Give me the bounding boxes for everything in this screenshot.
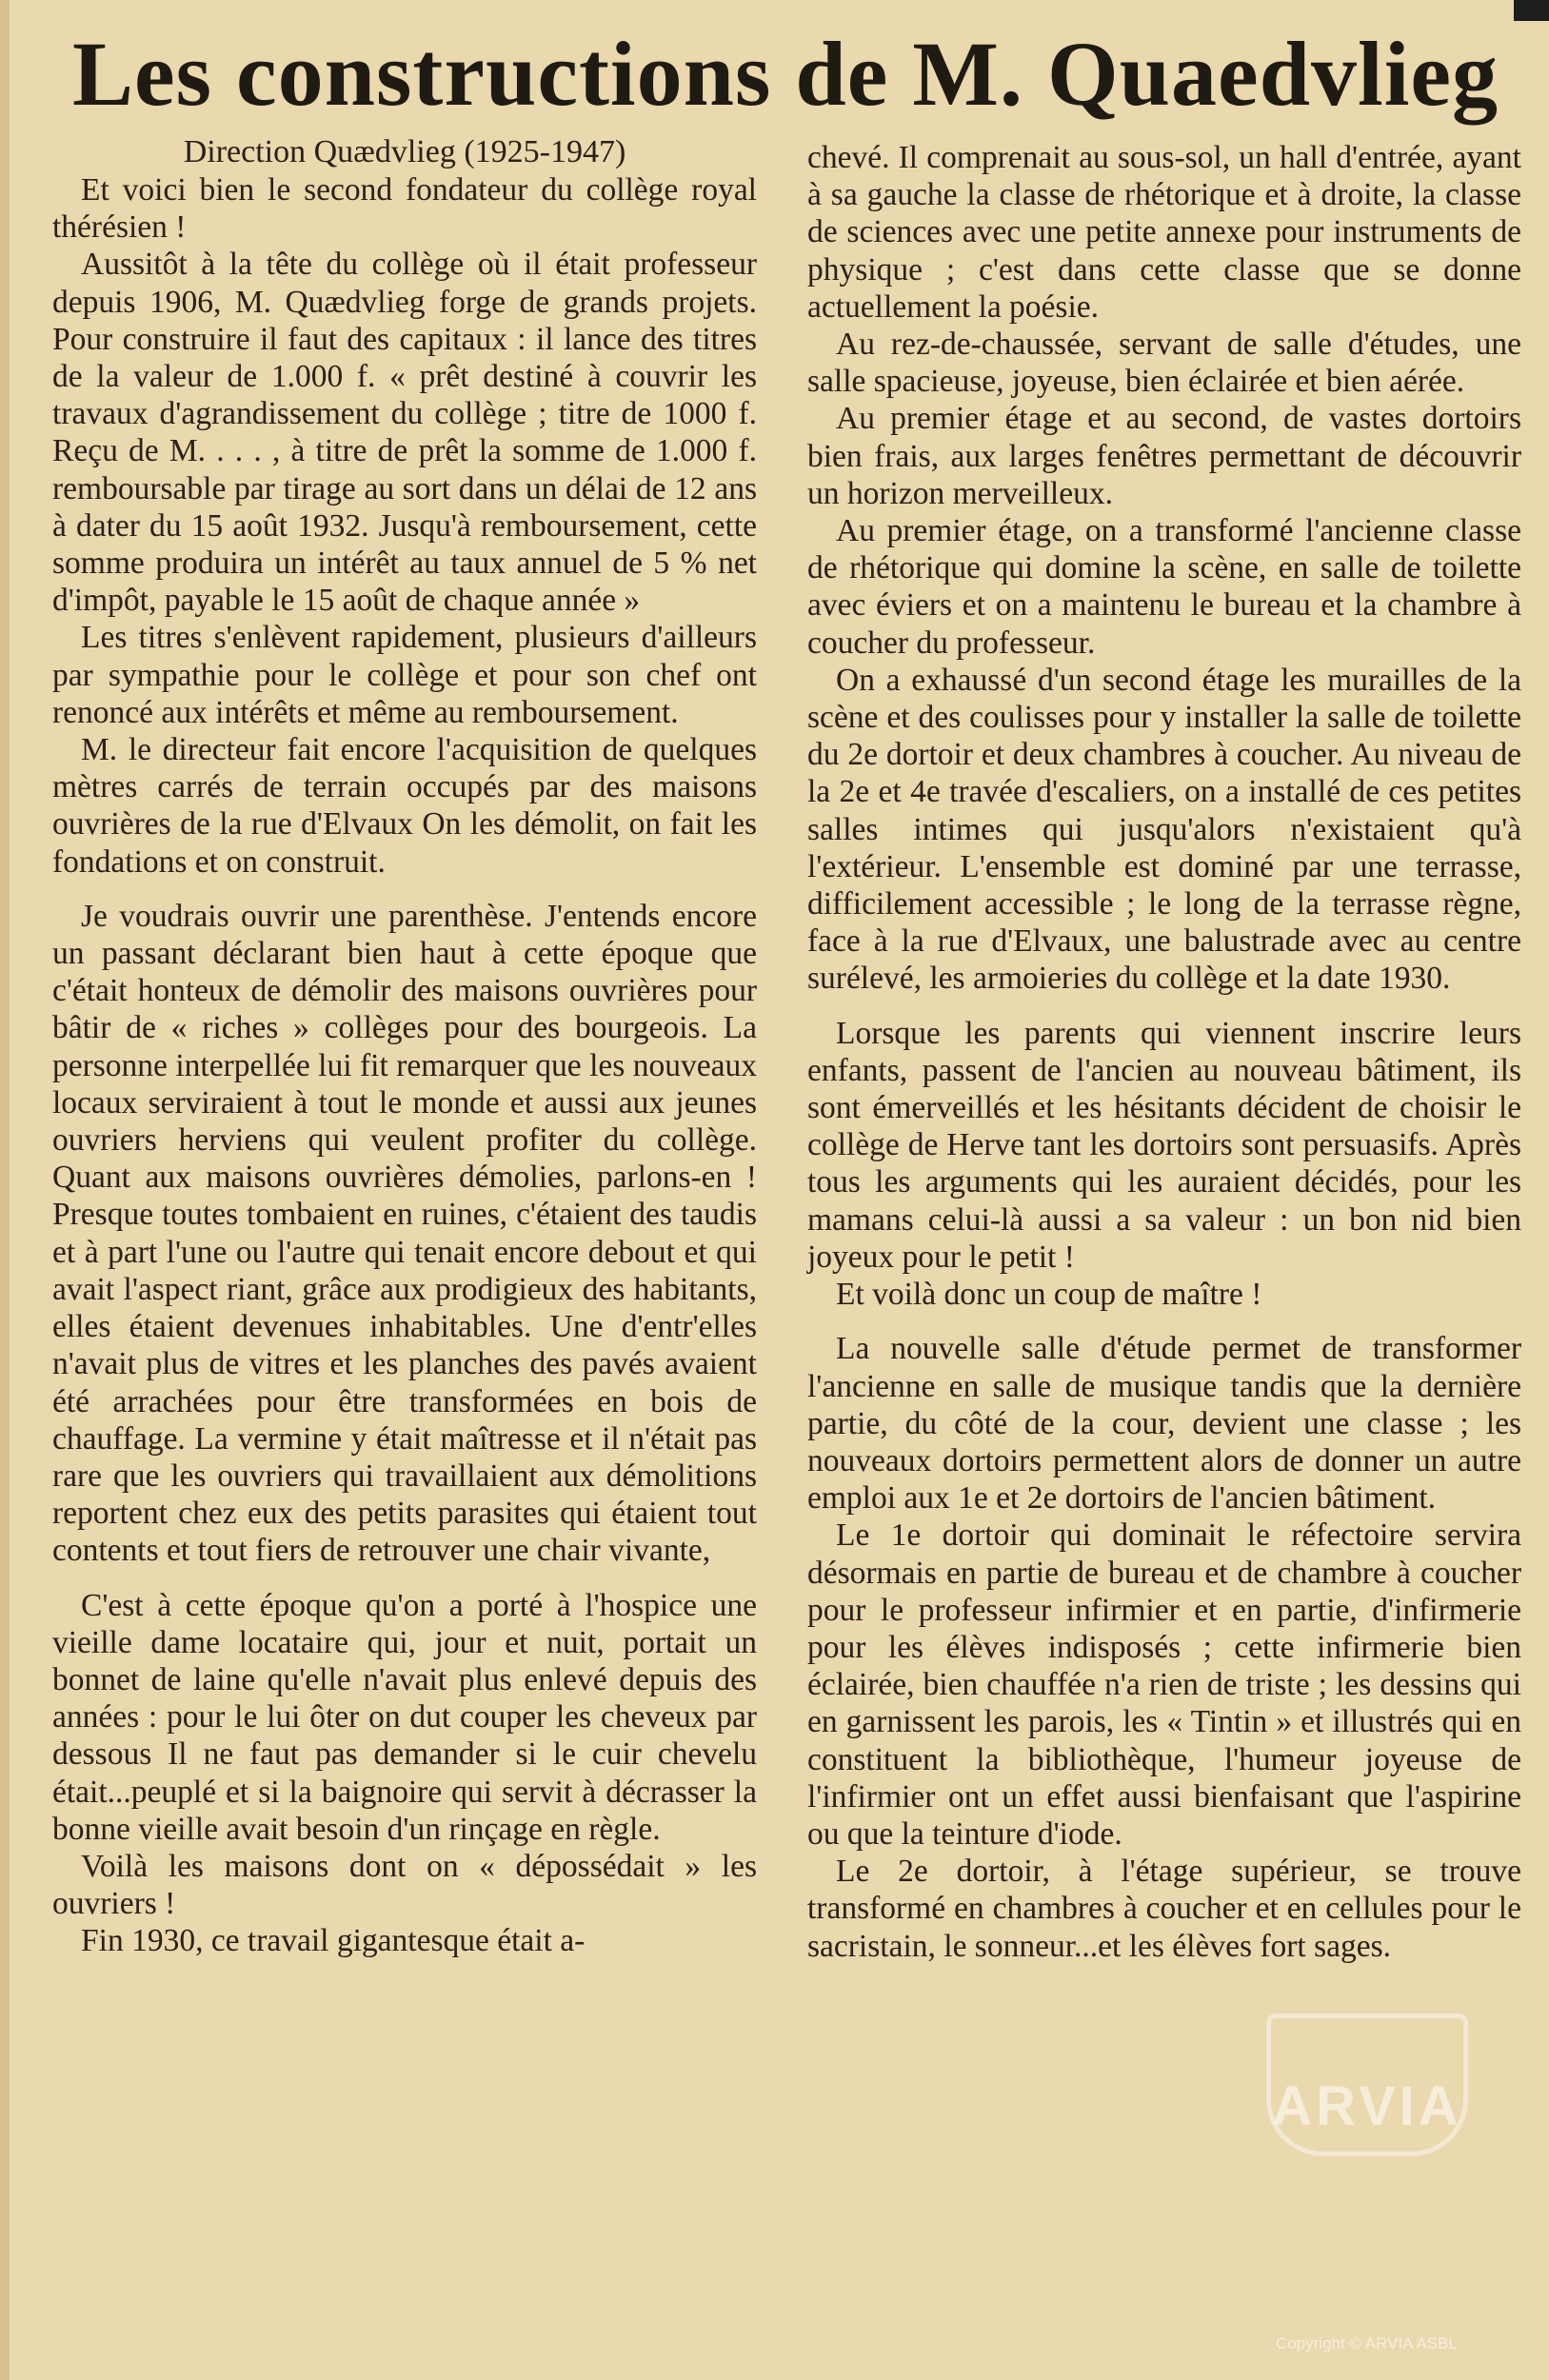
- paragraph: Lorsque les parents qui viennent inscrire leurs enfants, passent de l'ancien au nouveau bâtiment, ils sont émerveillés et les hésitants décident de choisir le collège de Herve tant les dortoirs sont persuasifs. Après tous les arguments qui les auraient décidés, pour les mamans celui-là aussi a sa valeur : un bon nid bien joyeux pour le petit !: [807, 1015, 1521, 1275]
- paragraph: La nouvelle salle d'étude permet de transformer l'ancienne en salle de musique tandis que la dernière partie, du côté de la cour, devient une classe ; les nouveaux dortoirs permettent alors de donner un autre emploi aux 1e et 2e dortoirs de l'ancien bâtiment.: [807, 1331, 1521, 1517]
- right-column: [807, 139, 1521, 1965]
- paragraph: Au premier étage, on a transformé l'ancienne classe de rhétorique qui domine la scène, en salle de toilette avec éviers et on a maintenu le bureau et la chambre à coucher du professeur.: [807, 513, 1521, 661]
- paragraph: Je voudrais ouvrir une parenthèse. J'entends encore un passant déclarant bien haut à cette époque que c'était honteux de démolir des maisons ouvrières pour bâtir de « riches » collèges pour des bourgeois. La personne interpellée lui fit remarquer que les nouveaux locaux serviraient à tout le monde et aussi aux jeunes ouvriers herviens qui veulent profiter du collège. Quant aux maisons ouvrières démolies, parlons-en ! Presque toutes tombaient en ruines, c'étaient des taudis et à part l'une ou l'autre qui tenait encore debout et qui avait l'aspect riant, grâce aux prodigieux des habitants, elles étaient devenues inhabitables. Une d'entr'elles n'avait plus de vitres et les planches des pavés avaient été arrachées pour être transformées en bois de chauffage. La vermine y était maîtresse et il n'était pas rare que les ouvriers qui travaillaient aux démolitions reportent chez eux des petits parasites qui étaient tout contents et tout fiers de retrouver une chair vivante,: [52, 898, 757, 1569]
- article-subtitle: Direction Quædvlieg (1925-1947): [183, 134, 626, 169]
- scan-border: [1514, 0, 1549, 21]
- paragraph: Fin 1930, ce travail gigantesque était a-: [81, 1923, 586, 1959]
- paragraph: Le 2e dortoir, à l'étage supérieur, se trouve transformé en chambres à coucher et en cellules pour le sacristain, le sonneur...et les élèves fort sages.: [807, 1854, 1521, 1964]
- copyright-notice: Copyright © ARVIA ASBL: [1276, 2334, 1458, 2352]
- left-column: [52, 133, 757, 1960]
- arvia-watermark-logo: [1266, 2013, 1468, 2156]
- paragraph: C'est à cette époque qu'on a porté à l'hospice une vieille dame locataire qui, jour et nuit, portait un bonnet de laine qu'elle n'avait plus enlevé depuis des années : pour le lui ôter on dut couper les cheveux par dessous Il ne faut pas demander si le cuir chevelu était...peuplé et si la baignoire qui servit à décrasser la bonne vieille avait besoin d'un rinçage en règle.: [52, 1587, 757, 1847]
- paragraph: Aussitôt à la tête du collège où il était professeur depuis 1906, M. Quædvlieg forge de grands projets. Pour construire il faut des capitaux : il lance des titres de la valeur de 1.000 f. « prêt destiné à couvrir les travaux d'agrandissement du collège ; titre de 1000 f. Reçu de M. . . . , à titre de prêt la somme de 1.000 f. remboursable par tirage au sort dans un délai de 12 ans à dater du 15 août 1932. Jusqu'à remboursement, cette somme produira un intérêt au taux annuel de 5 % net d'impôt, payable le 15 août de chaque année »: [52, 247, 757, 619]
- paragraph: M. le directeur fait encore l'acquisition de quelques mètres carrés de terrain occupés par des maisons ouvrières de la rue d'Elvaux On les démolit, on fait les fondations et on construit.: [52, 732, 757, 880]
- paragraph: Et voici bien le second fondateur du collège royal thérésien !: [52, 172, 757, 246]
- paragraph: chevé. Il comprenait au sous-sol, un hall d'entrée, ayant à sa gauche la classe de rhétorique et à droite, la classe de sciences avec une petite annexe pour instruments de physique ; c'est dans cette classe que se donne actuellement la poésie.: [807, 140, 1521, 325]
- paragraph: Au premier étage et au second, de vastes dortoirs bien frais, aux larges fenêtres permettant de découvrir un horizon merveilleux.: [807, 401, 1521, 511]
- paragraph: Les titres s'enlèvent rapidement, plusieurs d'ailleurs par sympathie pour le collège et pour son chef ont renoncé aux intérêts et même au remboursement.: [52, 620, 757, 730]
- paragraph: Voilà les maisons dont on « dépossédait » les ouvriers !: [52, 1848, 757, 1922]
- paragraph: Et voilà donc un coup de maître !: [836, 1277, 1262, 1313]
- paper-edge: [0, 0, 10, 2380]
- paragraph: Au rez-de-chaussée, servant de salle d'études, une salle spacieuse, joyeuse, bien éclairée et bien aérée.: [807, 327, 1521, 400]
- paragraph: Le 1e dortoir qui dominait le réfectoire servira désormais en partie de bureau et de chambre à coucher pour le professeur infirmier et en partie, d'infirmerie pour les élèves indisposés ; cette infirmerie bien éclairée, bien chauffée n'a rien de triste ; les dessins qui en garnissent les parois, les « Tintin » et illustrés qui en constituent la bibliothèque, l'humeur joyeuse de l'infirmier ont un effet aussi bienfaisant que l'aspirine ou que la teinture d'iode.: [807, 1517, 1521, 1852]
- watermark-logo-text: ARVIA: [1272, 2075, 1462, 2137]
- paragraph: On a exhaussé d'un second étage les murailles de la scène et des coulisses pour y installer la salle de toilette du 2e dortoir et deux chambres à coucher. Au niveau de la 2e et 4e travée d'escaliers, on a installé de ces petites salles intimes qui jusqu'alors n'existaient qu'à l'extérieur. L'ensemble est dominé par une terrasse, difficilement accessible ; le long de la terrasse règne, face à la rue d'Elvaux, une balustrade avec au centre surélevé, les armoieries du collège et la date 1930.: [807, 662, 1521, 997]
- article-title: Les constructions de M. Quaedvlieg: [72, 23, 1499, 125]
